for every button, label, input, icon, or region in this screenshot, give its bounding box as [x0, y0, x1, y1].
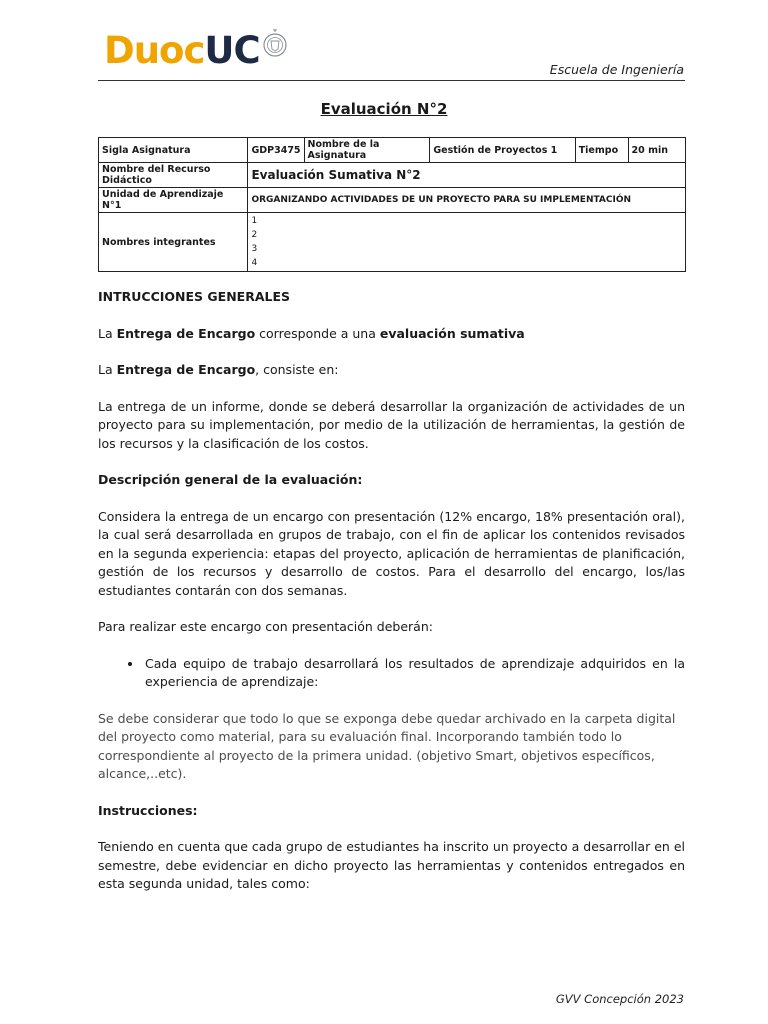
text-run-bold: evaluación sumativa [379, 325, 525, 341]
table-row [99, 163, 686, 188]
sigla-label: Sigla Asignatura [99, 138, 248, 163]
description-heading: Descripción general de la evaluación: [98, 472, 363, 487]
duoc-uc-logo [104, 28, 288, 72]
text-run: La [98, 362, 117, 377]
time-value: 20 min [628, 138, 685, 163]
paragraph-to-do: Para realizar este encargo con presentación deberán: [98, 619, 433, 634]
text-run: La [98, 325, 117, 341]
course-name-label: Nombre de la Asignatura [304, 138, 430, 163]
text-run: , consiste en: [255, 362, 339, 377]
member-slot: 1 [251, 216, 258, 226]
table-row [99, 188, 686, 213]
logo-uc-text: UC [204, 28, 260, 72]
logo-duoc-text: Duoc [104, 28, 205, 72]
header-divider [98, 80, 685, 81]
course-info-table [98, 137, 686, 272]
time-label: Tiempo [575, 138, 628, 163]
table-row [99, 213, 686, 272]
unit-value: ORGANIZANDO ACTIVIDADES DE UN PROYECTO PARA SU IMPLEMENTACIÓN [248, 188, 686, 213]
paragraph-archive: Se debe considerar que todo lo que se exponga debe quedar archivado en la carpeta digital del proyecto como material, para su evaluación final. Incorporando también todo lo correspondiente al proyecto de la primera unidad. (objetivo Smart, objetivos específicos, alcance,..etc). [98, 710, 676, 781]
general-instructions-heading: INTRUCCIONES GENERALES [98, 289, 290, 304]
unit-label: Unidad de Aprendizaje N°1 [99, 188, 248, 213]
document-title [0, 100, 768, 118]
member-slot: 4 [251, 258, 258, 268]
members-list [248, 213, 686, 272]
table-row [99, 138, 686, 163]
paragraph-description: Considera la entrega de un encargo con presentación (12% encargo, 18% presentación oral), la cual será desarrollada en grupos de trabajo, con el fin de aplicar los contenidos revisados en la segunda experiencia: etapas del proyecto, aplicación de herramientas de planificación, gestión de los recursos y desarrollo de costos. Para el desarrollo del encargo, los/las estudiantes contarán con dos semanas. [98, 508, 685, 598]
member-slot: 3 [251, 244, 258, 254]
instructions-heading: Instrucciones: [98, 802, 198, 818]
school-name: Escuela de Ingeniería [549, 62, 684, 77]
course-name-value: Gestión de Proyectos 1 [430, 138, 575, 163]
resource-value: Evaluación Sumativa N°2 [248, 163, 686, 188]
text-run-bold: Entrega de Encargo [116, 325, 256, 341]
bullet-list [98, 655, 685, 692]
university-seal-icon [262, 27, 288, 67]
paragraph-summative [98, 325, 685, 344]
resource-label: Nombre del Recurso Didáctico [99, 163, 248, 188]
paragraph-instructions: Teniendo en cuenta que cada grupo de estudiantes ha inscrito un proyecto a desarrollar en el semestre, debe evidenciar en dicho proyecto las herramientas y contenidos entregados en esta segunda unidad, tales como: [98, 839, 685, 891]
sigla-value: GDP3475 [248, 138, 304, 163]
paragraph-consists [98, 361, 685, 380]
document-body [98, 288, 685, 912]
text-run: corresponde a una [255, 325, 380, 341]
document-title-text: Evaluación N°2 [320, 100, 448, 118]
list-item: • Cada equipo de trabajo desarrollará los resultados de aprendizaje adquiridos en la experiencia de aprendizaje: [143, 655, 685, 692]
member-slot: 2 [251, 230, 258, 240]
members-label: Nombres integrantes [99, 213, 248, 272]
paragraph-report: La entrega de un informe, donde se deberá desarrollar la organización de actividades de un proyecto para su implementación, por medio de la utilización de herramientas, la gestión de los recursos y la clasificación de los costos. [98, 398, 685, 451]
text-run-bold: Entrega de Encargo [116, 362, 256, 377]
page-footer: GVV Concepción 2023 [555, 992, 684, 1006]
